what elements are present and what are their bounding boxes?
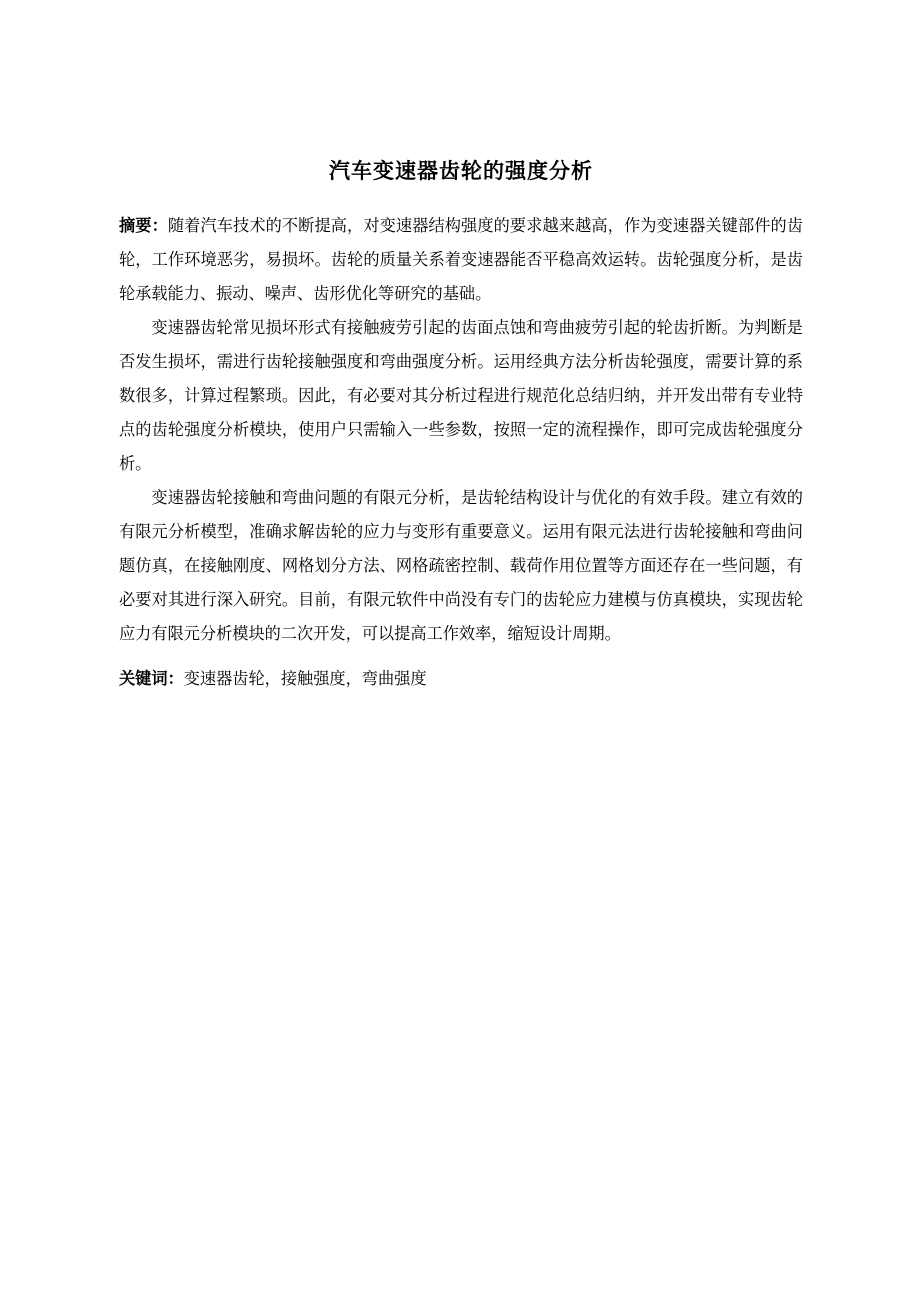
keywords-line — [119, 662, 803, 696]
keywords-text: 变速器齿轮，接触强度，弯曲强度 — [183, 669, 427, 688]
document-title: 汽车变速器齿轮的强度分析 — [329, 158, 593, 183]
body-paragraph-1: 变速器齿轮常见损坏形式有接触疲劳引起的齿面点蚀和弯曲疲劳引起的轮齿折断。为判断是否发生损坏，需进行齿轮接触强度和弯曲强度分析。运用经典方法分析齿轮强度，需要计算的系数很多，计算过程繁琐。因此，有必要对其分析过程进行规范化总结归纳，并开发出带有专业特点的齿轮强度分析模块，使用户只需输入一些参数，按照一定的流程操作，即可完成齿轮强度分析。 — [119, 318, 803, 473]
abstract-label: 摘要： — [119, 216, 168, 235]
abstract-paragraph — [119, 209, 803, 311]
document-content — [119, 155, 803, 696]
body-paragraph-2: 变速器齿轮接触和弯曲问题的有限元分析，是齿轮结构设计与优化的有效手段。建立有效的有限元分析模型，准确求解齿轮的应力与变形有重要意义。运用有限元法进行齿轮接触和弯曲问题仿真，在接触刚度、网格划分方法、网格疏密控制、载荷作用位置等方面还存在一些问题，有必要对其进行深入研究。目前，有限元软件中尚没有专门的齿轮应力建模与仿真模块，实现齿轮应力有限元分析模块的二次开发，可以提高工作效率，缩短设计周期。 — [119, 488, 803, 643]
abstract-text: 随着汽车技术的不断提高，对变速器结构强度的要求越来越高，作为变速器关键部件的齿轮，工作环境恶劣，易损坏。齿轮的质量关系着变速器能否平稳高效运转。齿轮强度分析，是齿轮承载能力、振动、噪声、齿形优化等研究的基础。 — [119, 216, 804, 303]
keywords-label: 关键词： — [119, 669, 184, 688]
